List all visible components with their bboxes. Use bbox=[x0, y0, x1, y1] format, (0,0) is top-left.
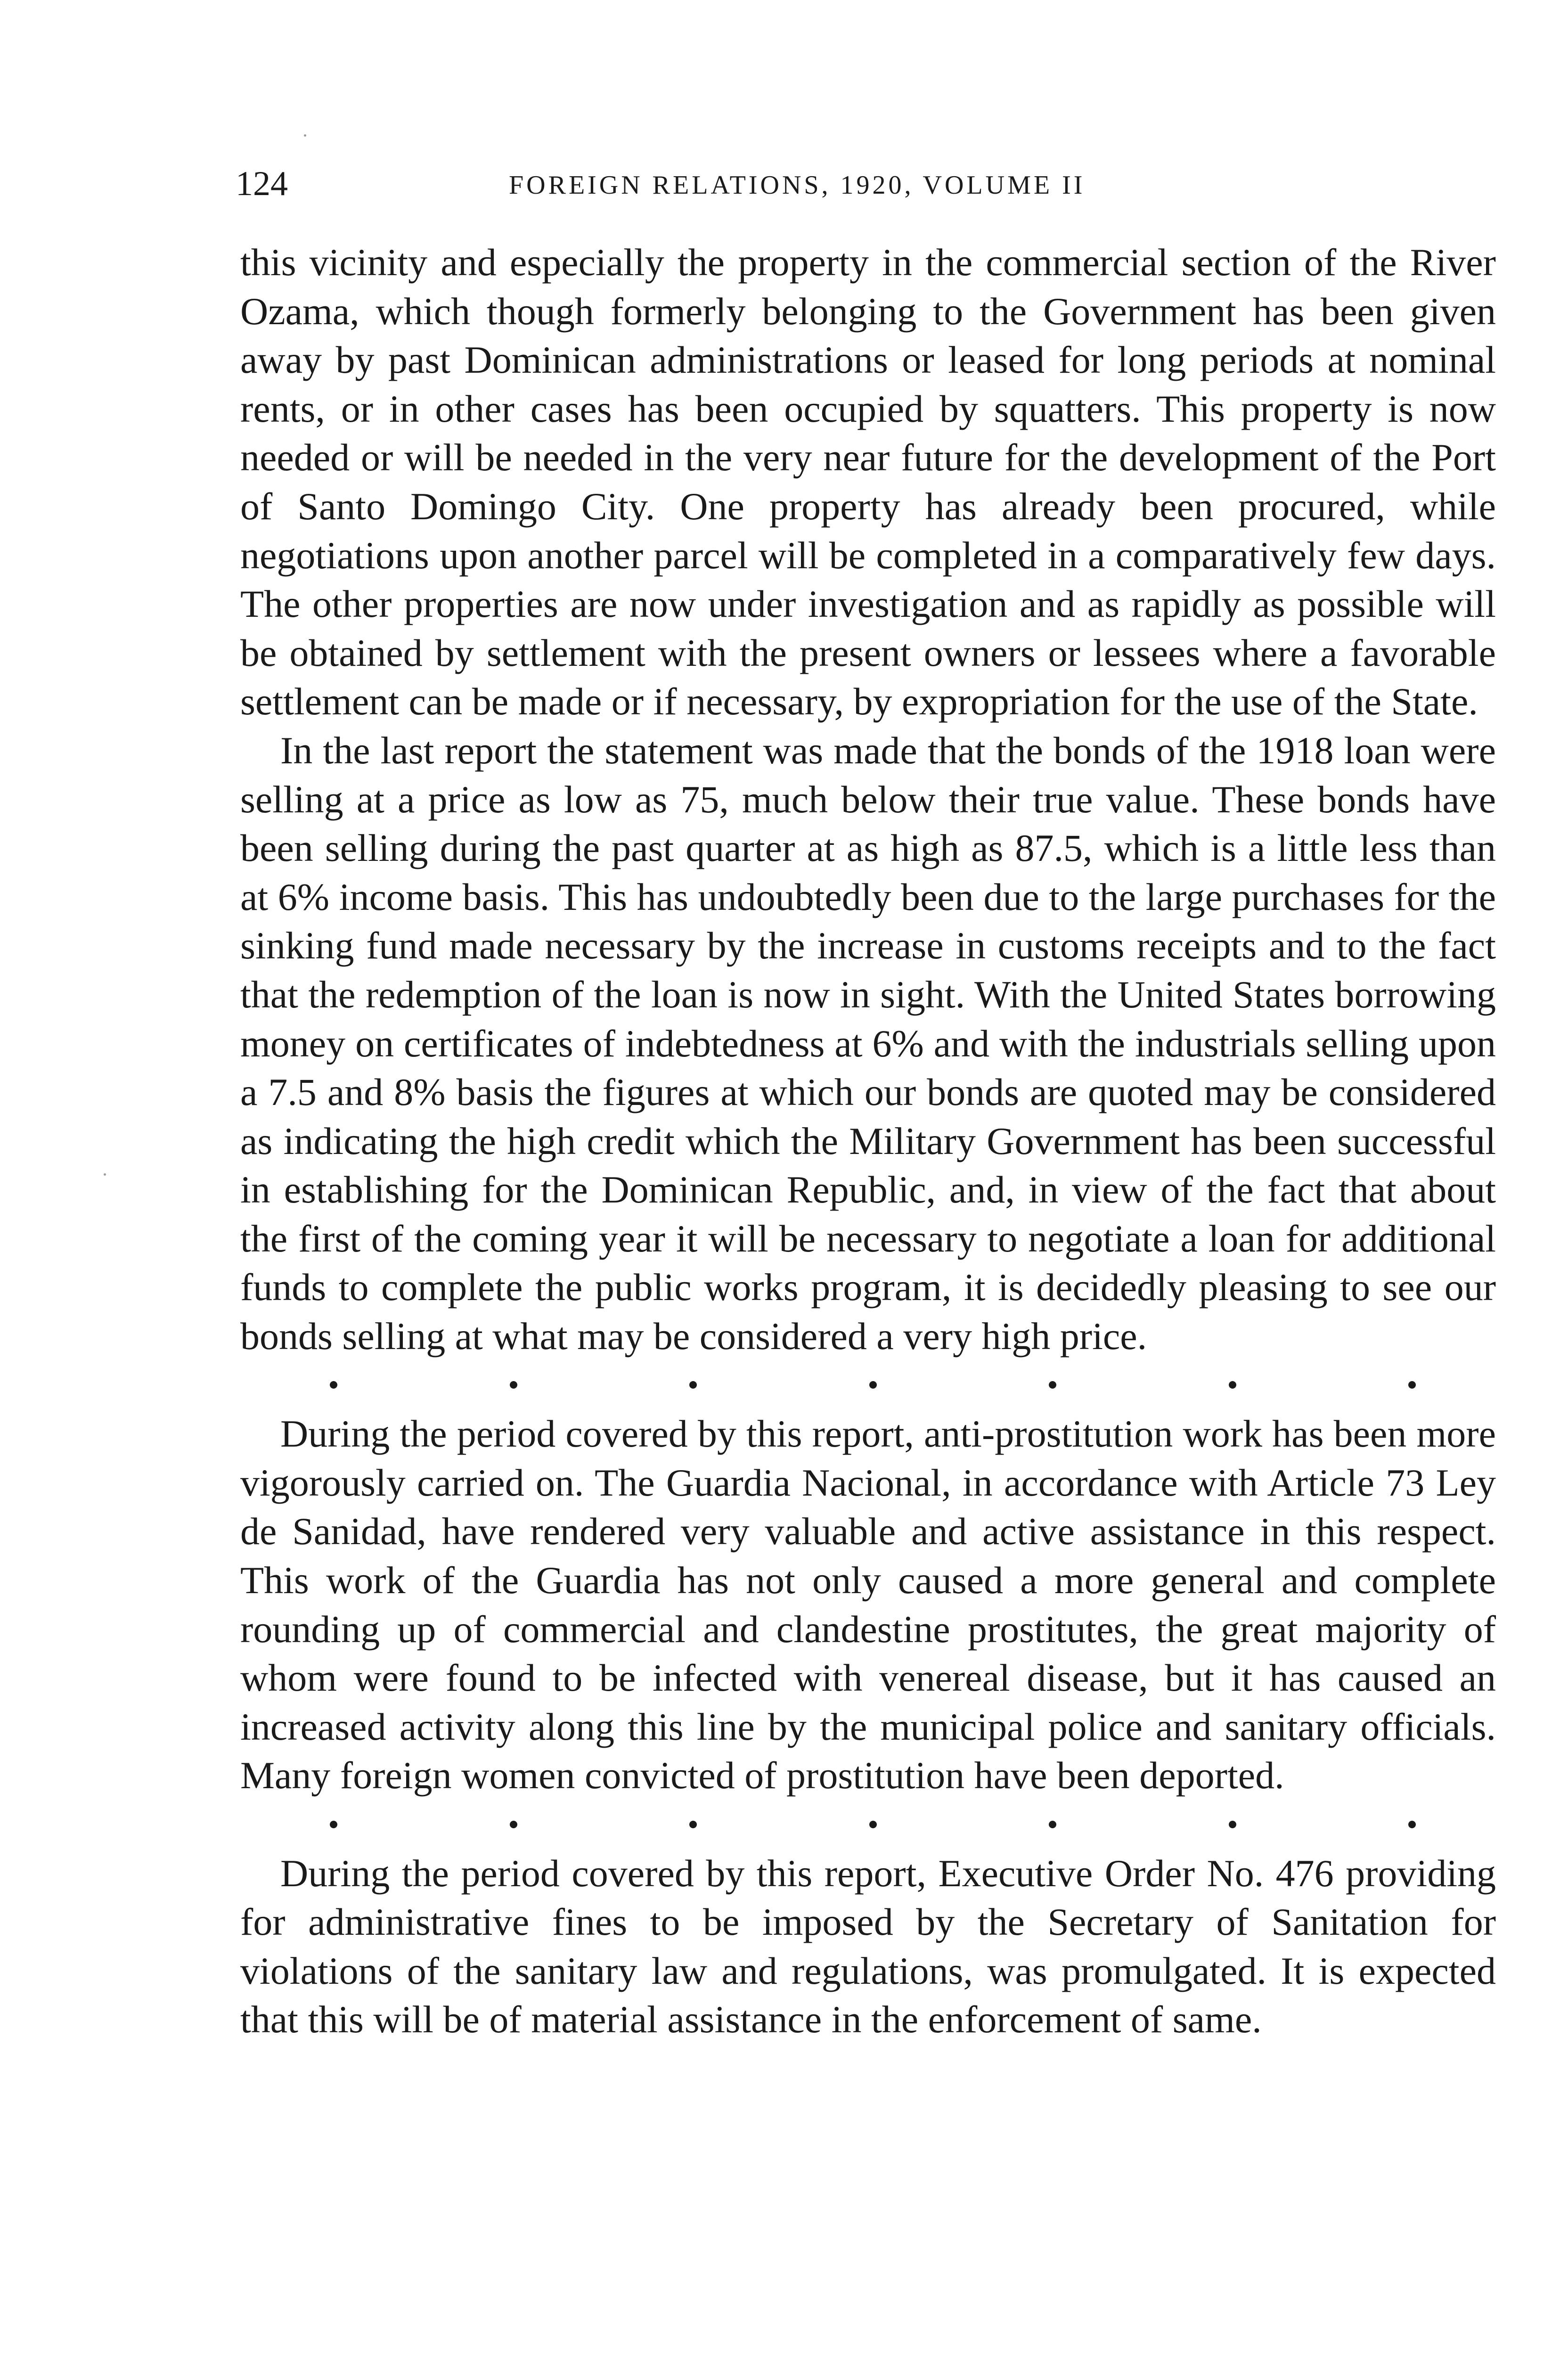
running-head: FOREIGN RELATIONS, 1920, VOLUME II bbox=[509, 171, 1086, 200]
omission-dot bbox=[510, 1381, 517, 1389]
omission-dot bbox=[1229, 1821, 1236, 1828]
omission-dots bbox=[330, 1800, 1416, 1849]
omission-dot bbox=[1049, 1821, 1056, 1828]
omission-dot bbox=[1408, 1381, 1416, 1389]
page-header bbox=[236, 163, 1442, 205]
omission-dot bbox=[330, 1821, 337, 1828]
omission-dot bbox=[1049, 1381, 1056, 1389]
scan-speck bbox=[304, 134, 306, 137]
omission-dot bbox=[869, 1821, 877, 1828]
paragraph-bonds: In the last report the statement was made that the bonds of the 1918 loan were selling at a price as low as 75, much below their true value. These bonds have been selling during the past quarter at as high as 87.5, which is a little less than at 6% income basis. This has undoubtedly been due to the large purchases for the sinking fund made necessary by the increase in customs receipts and to the fact that the redemption of the loan is now in sight. With the United States borrowing money on certificates of indebtedness at 6% and with the industrials selling upon a 7.5 and 8% basis the figures at which our bonds are quoted may be considered as indicating the high credit which the Military Government has been successful in establishing for the Dominican Republic, and, in view of the fact that about the first of the coming year it will be necessary to negotiate a loan for additional funds to complete the public works program, it is decidedly pleasing to see our bonds selling at what may be considered a very high price. bbox=[240, 728, 1496, 1358]
page-number: 124 bbox=[236, 164, 288, 203]
omission-dot bbox=[689, 1821, 697, 1828]
scan-speck bbox=[104, 1173, 106, 1176]
omission-dot bbox=[330, 1381, 337, 1389]
body-text bbox=[240, 238, 1496, 2044]
paragraph-executive-order: During the period covered by this report, Executive Order No. 476 providing for administrative fines to be imposed by the Secretary of Sanitation for violations of the sanitary law and regulations, was promulgated. It is expected that this will be of material assistance in the enforcement of same. bbox=[240, 1851, 1496, 2041]
omission-dot bbox=[1408, 1821, 1416, 1828]
omission-dot bbox=[510, 1821, 517, 1828]
omission-dots bbox=[330, 1361, 1416, 1410]
omission-dot bbox=[1229, 1381, 1236, 1389]
omission-dot bbox=[689, 1381, 697, 1389]
omission-dot bbox=[869, 1381, 877, 1389]
paragraph-port-property: this vicinity and especially the property in the commercial section of the River Ozama, which though formerly belonging to the Government has been given away by past Dominican administrations or leased for long periods at nominal rents, or in other cases has been occupied by squatters. This property is now needed or will be needed in the very near future for the development of the Port of Santo Domingo City. One property has already been procured, while negotiations upon another parcel will be completed in a comparatively few days. The other properties are now under investigation and as rapidly as possible will be obtained by settlement with the present owners or lessees where a favorable settlement can be made or if necessary, by expropriation for the use of the State. bbox=[240, 241, 1496, 723]
paragraph-anti-prostitution: During the period covered by this report, anti-prostitution work has been more vigorously carried on. The Guardia Nacional, in accordance with Article 73 Ley de Sanidad, have rendered very valuable and active assistance in this respect. This work of the Guardia has not only caused a more general and complete rounding up of commercial and clandestine prostitutes, the great majority of whom were found to be infected with venereal disease, but it has caused an increased activity along this line by the municipal police and sanitary officials. Many foreign women convicted of prostitution have been deported. bbox=[240, 1412, 1496, 1797]
